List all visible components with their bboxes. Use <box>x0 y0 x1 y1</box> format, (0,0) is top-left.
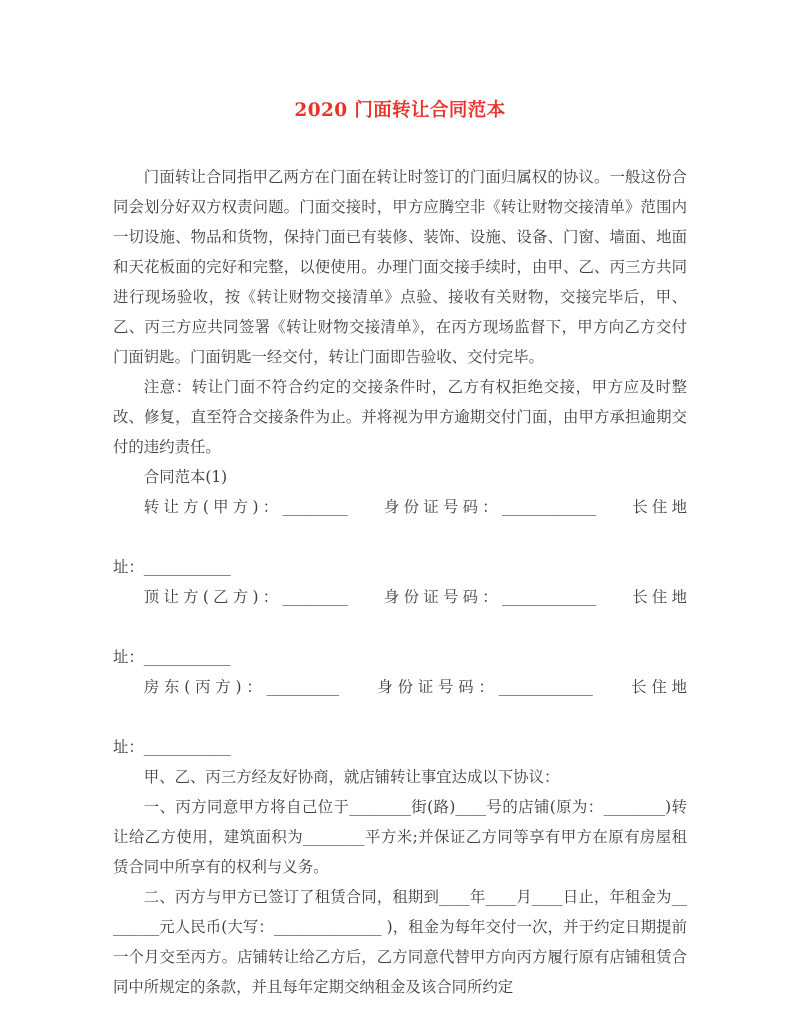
party-row-landlord <box>113 672 687 732</box>
party-id-blank[interactable]: _____________ <box>498 678 593 696</box>
template-heading: 合同范本(1) <box>143 468 228 486</box>
party-role-blank[interactable]: _________ <box>282 498 348 516</box>
party-spacer <box>347 498 384 516</box>
clause-2: 二、丙方与甲方已签订了租赁合同，租期到____年____月____日止，年租金为________元人民币(大写：______________ )，租金为每年交付一次，并于约定日期提前一个月交至丙方。店铺转让给乙方后，乙方同意代替甲方向丙方履行原有店铺租赁合同中所规定的条款，并且每年定期交纳租金及该合同所约定 <box>113 888 687 996</box>
party-address-label-part2: 址： <box>113 558 144 576</box>
paragraph-intro: 门面转让合同指甲乙两方在门面在转让时签订的门面归属权的协议。一般这份合同会划分好双方权责问题。门面交接时，甲方应腾空非《转让财物交接清单》范围内一切设施、物品和货物，保持门面已有装修、装饰、设施、设备、门窗、墙面、地面和天花板面的完好和完整，以便使用。办理门面交接手续时，由甲、乙、丙三方共同进行现场验收，按《转让财物交接清单》点验、接收有关财物，交接完毕后，甲、乙、丙三方应共同签署《转让财物交接清单》，在丙方现场监督下，甲方向乙方交付门面钥匙。门面钥匙一经交付，转让门面即告验收、交付完毕。 <box>113 168 687 366</box>
title-spacer <box>113 126 687 162</box>
party-spacer-2 <box>596 588 633 606</box>
agreement-lead: 甲、乙、丙三方经友好协商，就店铺转让事宜达成以下协议： <box>143 768 560 786</box>
party-id-label: 身份证号码： <box>383 498 502 516</box>
party-address-label-part2: 址： <box>113 648 144 666</box>
party-row-transferor <box>113 492 687 552</box>
party-role-label: 转让方(甲方)： <box>143 498 283 516</box>
party-spacer <box>347 588 384 606</box>
party-address-row-transferee <box>113 642 687 672</box>
party-address-blank[interactable]: ____________ <box>143 648 231 666</box>
party-address-label-part2: 址： <box>113 738 144 756</box>
party-id-blank[interactable]: _____________ <box>501 588 596 606</box>
party-address-label-part1: 长住地 <box>632 498 687 516</box>
party-address-row-transferor <box>113 552 687 582</box>
paragraph-notice: 注意：转让门面不符合约定的交接条件时，乙方有权拒绝交接，甲方应及时整改、修复，直至符合交接条件为止。并将视为甲方逾期交付门面，由甲方承担逾期交付的违约责任。 <box>113 378 687 456</box>
party-address-blank[interactable]: ____________ <box>143 738 231 756</box>
party-id-label: 身份证号码： <box>377 678 499 696</box>
party-role-blank[interactable]: _________ <box>282 588 348 606</box>
party-spacer <box>339 678 378 696</box>
party-role-label: 顶让方(乙方)： <box>143 588 283 606</box>
party-spacer-2 <box>592 678 631 696</box>
party-address-row-landlord <box>113 732 687 762</box>
party-role-label: 房东(丙方)： <box>143 678 267 696</box>
party-id-blank[interactable]: _____________ <box>501 498 596 516</box>
party-row-transferee <box>113 582 687 642</box>
party-address-label-part1: 长住地 <box>632 588 687 606</box>
page-title: 2020 门面转让合同范本 <box>294 100 506 121</box>
party-spacer-2 <box>596 498 633 516</box>
clause-1: 一、丙方同意甲方将自己位于________街(路)____号的店铺(原为：________)转让给乙方使用，建筑面积为________平方米;并保证乙方同等享有甲方在原有房屋租赁合同中所享有的权利与义务。 <box>113 798 687 876</box>
party-address-blank[interactable]: ____________ <box>143 558 231 576</box>
party-role-blank[interactable]: __________ <box>266 678 339 696</box>
document-body <box>113 96 687 1002</box>
party-id-label: 身份证号码： <box>383 588 502 606</box>
party-address-label-part1: 长住地 <box>631 678 687 696</box>
